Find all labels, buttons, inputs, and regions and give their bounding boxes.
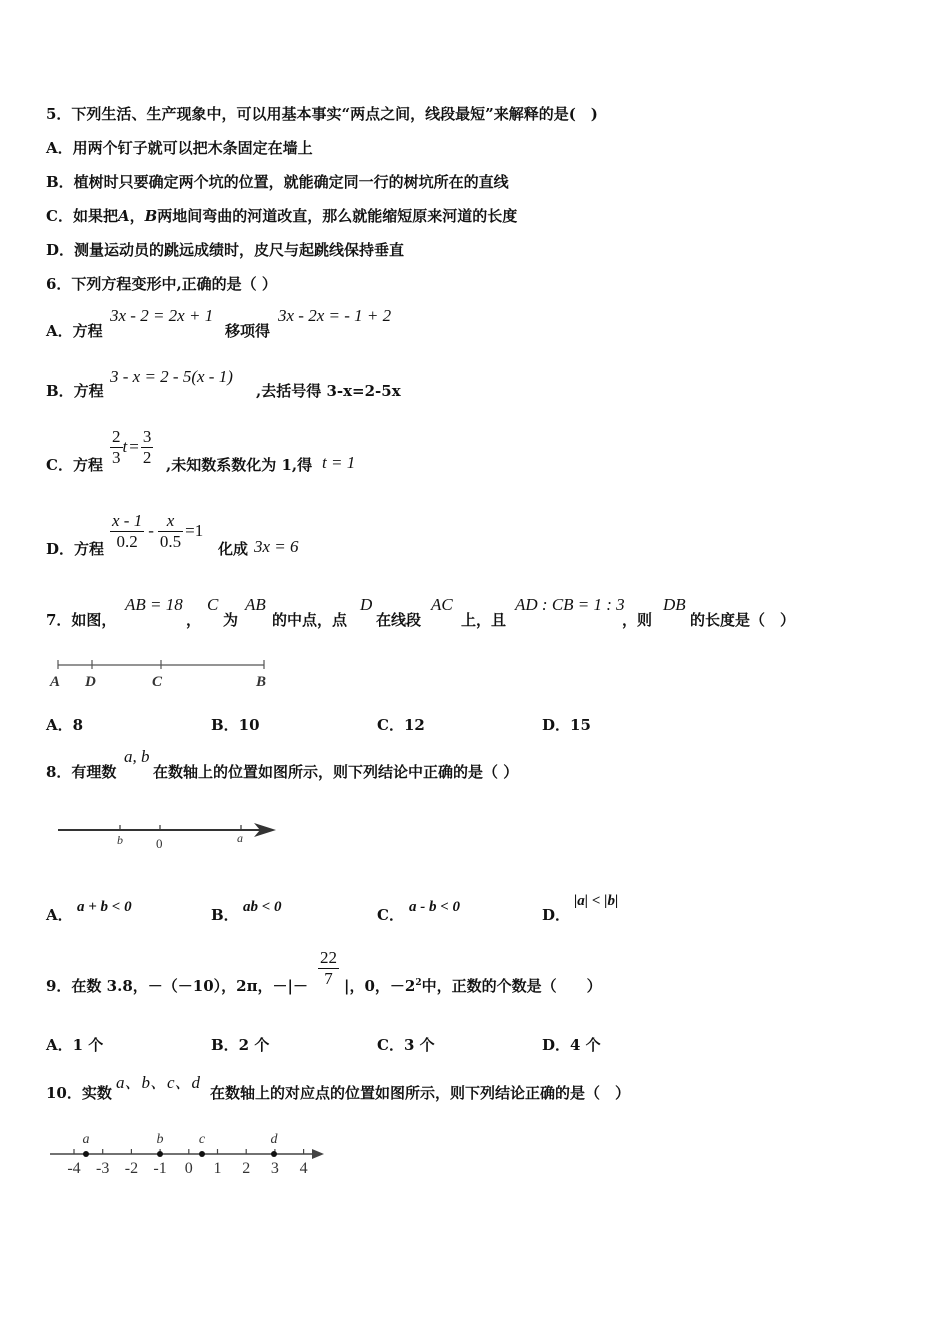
q7-t8: 的长度是（ ） — [690, 611, 796, 629]
q8-t2: 在数轴上的位置如图所示，则下列结论中正确的是（ ） — [153, 763, 519, 781]
q7-t3: 为 — [223, 611, 239, 629]
q5-stem: 5．下列生活、生产现象中，可以用基本事实“两点之间，线段最短”来解释的是( ) — [46, 105, 598, 123]
q6-option-b-label: B．方程 — [46, 382, 104, 400]
q10-point-c — [199, 1151, 205, 1157]
q10-t2: 在数轴上的对应点的位置如图所示，则下列结论正确的是（ ） — [210, 1084, 631, 1102]
q5-c-point-a: A — [117, 207, 130, 225]
q7-m2: C — [207, 595, 219, 614]
q5-option-c — [46, 205, 517, 226]
q10-point-a — [83, 1151, 89, 1157]
q7-t2: ， — [186, 611, 202, 629]
q10-tick-label: -1 — [153, 1160, 167, 1177]
q6-c-f2-den: 2 — [142, 448, 152, 467]
q6-c-eq: = — [129, 437, 139, 456]
q10-tick-label: -2 — [124, 1160, 139, 1177]
q10-point-label-b: b — [156, 1132, 164, 1147]
q8-option-d-label: D． — [542, 906, 571, 924]
q9-t1: 9．在数 3.8，－（－10），2π，－|－ — [46, 977, 309, 995]
q10-point-b — [157, 1151, 163, 1157]
q8-option-a: a + b < 0 — [77, 899, 132, 915]
q9-option-a: A．1 个 — [46, 1036, 104, 1054]
q5-c-point-b: B — [144, 207, 158, 225]
q6-stem: 6．下列方程变形中,正确的是（ ） — [46, 275, 277, 293]
q8-option-d: |a| < |b| — [574, 893, 619, 909]
q6-c-fraction-1 — [110, 427, 123, 468]
q10-t1: 10．实数 — [46, 1084, 112, 1102]
q6-option-d-label: D．方程 — [46, 540, 105, 558]
q7-t6: 上，且 — [461, 611, 507, 629]
q7-option-c: C．12 — [377, 716, 425, 734]
q7-label-a: A — [50, 674, 61, 690]
q6-c-f2-num: 3 — [142, 427, 152, 446]
q6-b-equation: 3 - x = 2 - 5(x - 1) — [110, 367, 233, 386]
q6-c-fraction-2 — [141, 427, 154, 468]
q9-option-c: C．3 个 — [377, 1036, 435, 1054]
q6-d-f2-num: x — [158, 511, 183, 532]
q6-d-f1-den: 0.2 — [116, 532, 138, 551]
q10-point-d — [271, 1151, 277, 1157]
q6-d-fraction-1 — [110, 511, 144, 552]
q8-option-b: ab < 0 — [243, 899, 282, 915]
q6-c-var: t — [122, 437, 128, 456]
q7-label-d: D — [85, 674, 96, 690]
q9-option-b: B．2 个 — [211, 1036, 270, 1054]
q8-label-zero: 0 — [156, 836, 163, 851]
q8-m1: a, b — [124, 747, 150, 766]
q9-fraction-den: 7 — [324, 969, 333, 988]
q6-option-a-label: A．方程 — [46, 322, 103, 340]
q6-d-mid: 化成 — [218, 540, 249, 558]
q6-c-result: t = 1 — [322, 453, 356, 472]
q6-c-f1-num: 2 — [112, 427, 121, 446]
q9-t2-group — [344, 975, 602, 996]
q5-option-a: A．用两个钉子就可以把木条固定在墙上 — [46, 139, 313, 157]
q9-t3: 中，正数的个数是（ ） — [421, 977, 602, 995]
q7-label-b: B — [256, 674, 267, 690]
q6-c-formula — [110, 427, 153, 468]
q10-point-label-a: a — [82, 1132, 90, 1147]
q7-t7: ，则 — [622, 611, 653, 629]
q7-label-c: C — [152, 674, 163, 690]
q6-option-c-label: C．方程 — [46, 456, 103, 474]
q8-option-b-label: B． — [211, 906, 239, 924]
q8-label-a: a — [237, 831, 243, 845]
q7-m3: AB — [245, 595, 266, 614]
q7-option-b: B．10 — [211, 716, 260, 734]
q8-option-c-label: C． — [377, 906, 404, 924]
q6-d-eq: =1 — [185, 521, 204, 540]
q9-fraction — [318, 948, 339, 989]
q9-t2: |，0，－2 — [344, 977, 416, 995]
q6-d-minus: - — [148, 521, 154, 540]
q6-a-result: 3x - 2x = - 1 + 2 — [278, 306, 392, 325]
q10-point-label-c: c — [198, 1132, 206, 1147]
q6-b-post: ,去括号得 3-x=2-5x — [256, 382, 401, 400]
q10-tick-label: 4 — [299, 1160, 308, 1177]
q7-m7: DB — [663, 595, 686, 614]
q7-m4: D — [360, 595, 373, 614]
q5-option-d: D．测量运动员的跳远成绩时，皮尺与起跳线保持垂直 — [46, 241, 405, 259]
q5-c-post: 两地间弯曲的河道改直，那么就能缩短原来河道的长度 — [157, 207, 518, 225]
q7-m6: AD : CB = 1 : 3 — [515, 595, 625, 614]
q10-tick-label: 0 — [184, 1160, 193, 1177]
q7-t4: 的中点，点 — [272, 611, 348, 629]
q9-option-d: D．4 个 — [542, 1036, 601, 1054]
q10-tick-label: 2 — [242, 1160, 251, 1177]
q5-option-b: B．植树时只要确定两个坑的位置，就能确定同一行的树坑所在的直线 — [46, 173, 509, 191]
q7-t5: 在线段 — [376, 611, 422, 629]
q7-m5: AC — [431, 595, 453, 614]
q7-t1: 7．如图， — [46, 611, 117, 629]
q6-d-f1-num: x - 1 — [112, 511, 143, 530]
q6-a-mid: 移项得 — [225, 322, 271, 340]
q10-tick-label: 1 — [213, 1160, 222, 1177]
q8-t1: 8．有理数 — [46, 763, 117, 781]
q8-number-line — [50, 818, 285, 854]
q7-m1: AB = 18 — [125, 595, 183, 614]
q10-tick-label: -4 — [67, 1160, 81, 1177]
q5-c-sep: ， — [129, 207, 145, 225]
q10-number-line — [48, 1128, 328, 1180]
q6-c-post: ,未知数系数化为 1,得 — [166, 456, 313, 474]
q6-d-fraction-2 — [158, 511, 183, 552]
q7-option-a: A．8 — [46, 716, 84, 734]
q10-tick-label: -3 — [96, 1160, 110, 1177]
q10-point-label-d: d — [270, 1132, 278, 1147]
q10-arrow — [312, 1149, 324, 1159]
q6-c-f1-den: 3 — [112, 448, 121, 467]
q8-option-c: a - b < 0 — [409, 899, 461, 915]
q7-segment-figure — [48, 656, 278, 692]
q5-c-pre: C．如果把 — [46, 207, 118, 225]
q8-label-b: b — [117, 833, 123, 847]
q9-fraction-num: 22 — [320, 948, 337, 967]
q6-d-f2-den: 0.5 — [159, 532, 182, 551]
q6-d-formula — [110, 511, 203, 552]
q10-m1: a、b、c、d — [116, 1073, 201, 1092]
q10-tick-label: 3 — [270, 1160, 279, 1177]
q7-option-d: D．15 — [542, 716, 591, 734]
q8-option-a-label: A． — [46, 906, 73, 924]
q6-a-equation: 3x - 2 = 2x + 1 — [110, 306, 214, 325]
q6-d-result: 3x = 6 — [254, 537, 299, 556]
q9-exponent: 2 — [415, 978, 422, 988]
